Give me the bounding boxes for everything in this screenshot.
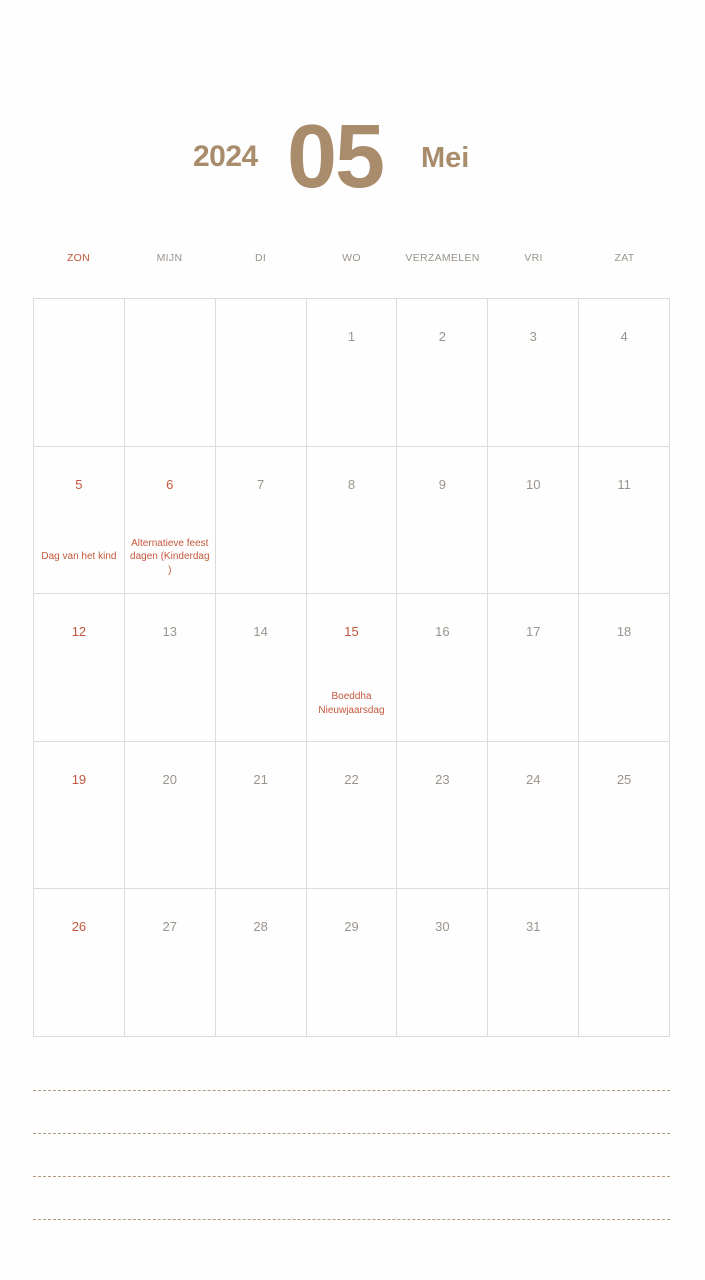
- empty-day-cell: [34, 299, 125, 447]
- day-cell-30[interactable]: [397, 889, 488, 1037]
- day-cell-6[interactable]: [125, 447, 216, 595]
- day-cell-11[interactable]: [579, 447, 670, 595]
- day-number: 7: [257, 476, 265, 492]
- weekday-label: VRI: [524, 252, 543, 264]
- day-number: 9: [438, 476, 446, 492]
- day-cell-27[interactable]: [125, 889, 216, 1037]
- day-cell-9[interactable]: [397, 447, 488, 595]
- day-number: 27: [162, 919, 177, 935]
- calendar-header: [0, 0, 705, 220]
- day-number: 2: [438, 329, 446, 344]
- day-cell-5[interactable]: [34, 447, 125, 595]
- day-number: 11: [617, 476, 631, 492]
- day-cell-13[interactable]: [125, 594, 216, 742]
- day-number: 8: [347, 476, 356, 492]
- day-number: 10: [525, 476, 541, 492]
- day-number: 5: [75, 476, 83, 492]
- day-cell-7[interactable]: [216, 447, 307, 595]
- day-cell-2[interactable]: [397, 299, 488, 447]
- day-number: 31: [525, 919, 541, 935]
- empty-day-cell: [125, 299, 216, 447]
- empty-day-cell: [579, 889, 670, 1037]
- notes-area: [33, 1090, 670, 1262]
- day-cell-3[interactable]: [488, 299, 579, 447]
- day-number: 17: [525, 624, 541, 640]
- day-number: 15: [344, 624, 359, 640]
- day-cell-21[interactable]: [216, 742, 307, 890]
- month-number: 05: [287, 107, 384, 207]
- day-number: 28: [253, 919, 268, 935]
- day-number: 4: [620, 329, 628, 344]
- day-cell-25[interactable]: [579, 742, 670, 890]
- empty-day-cell: [216, 299, 307, 447]
- holiday-note: Boeddha Nieuwjaarsdag: [318, 691, 385, 716]
- year-label: 2024: [193, 140, 258, 173]
- day-number: 23: [435, 771, 450, 787]
- day-cell-29[interactable]: [307, 889, 398, 1037]
- day-cell-12[interactable]: [34, 594, 125, 742]
- day-cell-1[interactable]: [307, 299, 398, 447]
- day-number: 6: [166, 476, 174, 492]
- day-cell-22[interactable]: [307, 742, 398, 890]
- weekday-label: ZAT: [614, 252, 635, 264]
- day-cell-17[interactable]: [488, 594, 579, 742]
- day-number: 1: [347, 329, 356, 344]
- day-cell-31[interactable]: [488, 889, 579, 1037]
- note-line[interactable]: [33, 1090, 670, 1091]
- day-cell-10[interactable]: [488, 447, 579, 595]
- day-number: 20: [162, 771, 177, 787]
- day-number: 22: [344, 771, 359, 787]
- day-number: 14: [253, 624, 268, 640]
- day-cell-8[interactable]: [307, 447, 398, 595]
- day-cell-23[interactable]: [397, 742, 488, 890]
- day-number: 13: [162, 624, 177, 640]
- day-number: 24: [525, 771, 541, 787]
- day-cell-26[interactable]: [34, 889, 125, 1037]
- day-number: 16: [435, 624, 450, 640]
- day-number: 12: [71, 624, 87, 640]
- weekday-label: ZON: [66, 252, 91, 264]
- month-grid: [33, 298, 670, 1037]
- weekday-label: VERZAMELEN: [405, 252, 480, 264]
- day-cell-14[interactable]: [216, 594, 307, 742]
- day-cell-24[interactable]: [488, 742, 579, 890]
- day-number: 18: [616, 624, 632, 640]
- weekday-label: MIJN: [156, 252, 183, 264]
- day-number: 30: [435, 919, 450, 935]
- day-cell-18[interactable]: [579, 594, 670, 742]
- weekday-header-row: [33, 252, 670, 270]
- day-number: 19: [71, 771, 87, 787]
- note-line[interactable]: [33, 1133, 670, 1134]
- day-cell-15[interactable]: [307, 594, 398, 742]
- day-number: 21: [253, 771, 268, 787]
- day-number: 29: [344, 919, 359, 935]
- note-line[interactable]: [33, 1219, 670, 1220]
- day-cell-16[interactable]: [397, 594, 488, 742]
- holiday-note: Alternatieve feest dagen (Kinderdag ): [130, 537, 210, 576]
- holiday-note: Dag van het kind: [41, 550, 117, 562]
- note-line[interactable]: [33, 1176, 670, 1177]
- day-cell-28[interactable]: [216, 889, 307, 1037]
- day-cell-19[interactable]: [34, 742, 125, 890]
- weekday-label: WO: [342, 252, 361, 264]
- day-number: 26: [71, 919, 87, 935]
- day-cell-20[interactable]: [125, 742, 216, 890]
- weekday-label: DI: [254, 252, 267, 264]
- month-name: Mei: [421, 142, 470, 174]
- day-number: 3: [529, 329, 537, 344]
- day-cell-4[interactable]: [579, 299, 670, 447]
- day-number: 25: [616, 771, 632, 787]
